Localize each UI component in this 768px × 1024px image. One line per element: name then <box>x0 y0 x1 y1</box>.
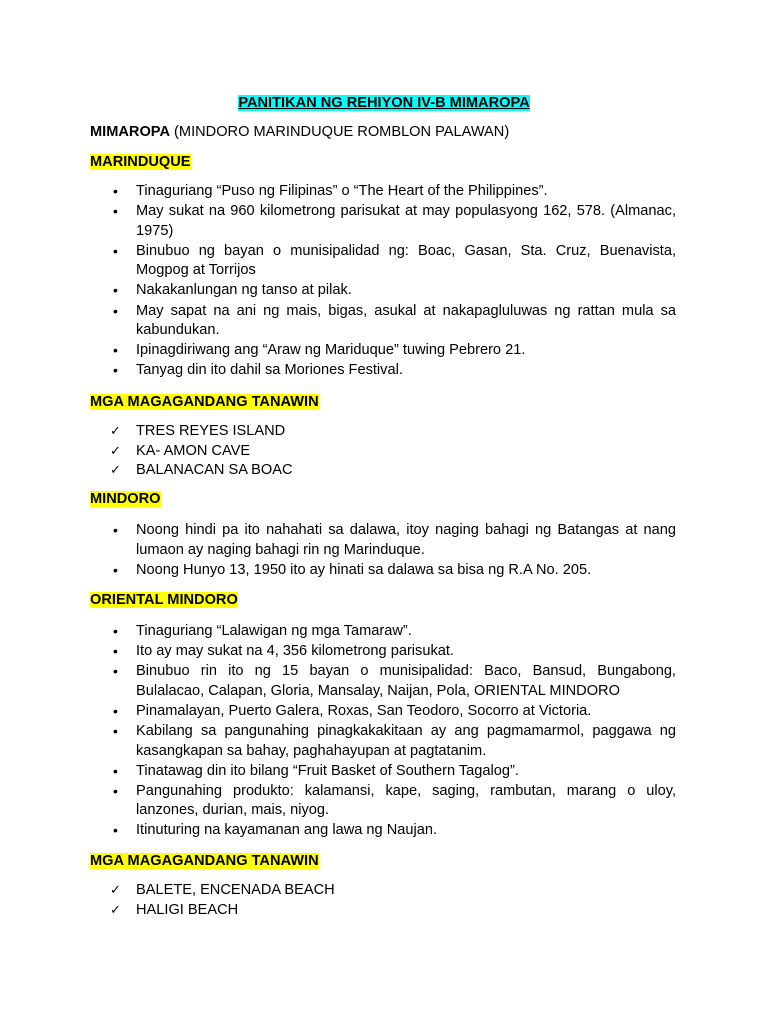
list-item-text: Ito ay may sukat na 4, 356 kilometrong parisukat. <box>136 643 454 660</box>
heading-tanawin-1-text: MGA MAGAGANDANG TANAWIN <box>90 394 319 410</box>
heading-mindoro-text: MINDORO <box>90 491 161 507</box>
list-item <box>0 901 768 920</box>
list-item-text: Itinuturing na kayamanan ang lawa ng Naujan. <box>136 822 437 839</box>
bullet-icon: • <box>113 183 118 199</box>
list-item <box>0 881 768 900</box>
list-item <box>0 662 768 701</box>
list-item-text: BALETE, ENCENADA BEACH <box>136 882 335 898</box>
bullet-icon: • <box>113 242 118 259</box>
list-item-text: Pinamalayan, Puerto Galera, Roxas, San Teodoro, Socorro at Victoria. <box>136 702 592 719</box>
bullet-icon: • <box>113 663 118 680</box>
heading-mindoro <box>90 490 161 509</box>
list-item <box>0 622 768 642</box>
list-item-text: Binubuo ng bayan o munisipalidad ng: Boac, Gasan, Sta. Cruz, Buenavista, Mogpog at Torrijos <box>136 242 676 279</box>
heading-tanawin-1 <box>90 393 319 412</box>
list-item-text: Ipinagdiriwang ang “Araw ng Mariduque” tuwing Pebrero 21. <box>136 342 526 359</box>
heading-oriental-mindoro-text: ORIENTAL MINDORO <box>90 592 238 608</box>
list-item-text: Tanyag din ito dahil sa Moriones Festival. <box>136 362 403 379</box>
intro-rest: (MINDORO MARINDUQUE ROMBLON PALAWAN) <box>170 124 510 140</box>
list-item-text: Tinaguriang “Puso ng Filipinas” o “The Heart of the Philippines”. <box>136 183 548 199</box>
checkmark-icon: ✓ <box>110 883 121 898</box>
list-item <box>0 561 768 581</box>
list-item <box>0 242 768 281</box>
tanawin-2-list <box>0 881 768 920</box>
list-item-text: Kabilang sa pangunahing pinagkakakitaan ay ang pagmamarmol, paggawa ng kasangkapan sa bahay, paghahayupan at pagtatanim. <box>136 722 676 759</box>
list-item <box>0 361 768 381</box>
list-item-text: Noong hindi pa ito nahahati sa dalawa, itoy naging bahagi ng Batangas at nang lumaon ay naging bahagi rin ng Marinduque. <box>136 522 676 558</box>
checkmark-icon: ✓ <box>110 443 121 459</box>
tanawin-1-list <box>0 422 768 481</box>
bullet-icon: • <box>113 702 118 719</box>
mindoro-list <box>0 521 768 581</box>
list-item <box>0 302 768 341</box>
bullet-icon: • <box>113 623 118 639</box>
list-item <box>0 442 768 461</box>
list-item-text: Tinatawag din ito bilang “Fruit Basket of Southern Tagalog”. <box>136 762 519 779</box>
list-item <box>0 642 768 662</box>
list-item <box>0 702 768 722</box>
list-item-text: May sukat na 960 kilometrong parisukat at may populasyong 162, 578. (Almanac, 1975) <box>136 203 676 239</box>
checkmark-icon: ✓ <box>110 424 121 439</box>
heading-marinduque <box>90 153 191 172</box>
heading-marinduque-text: MARINDUQUE <box>90 154 191 170</box>
list-item <box>0 341 768 361</box>
list-item-text: Nakakanlungan ng tanso at pilak. <box>136 282 352 299</box>
list-item <box>0 821 768 841</box>
bullet-icon: • <box>113 362 118 379</box>
bullet-icon: • <box>113 722 118 739</box>
heading-tanawin-2-text: MGA MAGAGANDANG TANAWIN <box>90 853 319 869</box>
list-item <box>0 422 768 441</box>
list-item-text: May sapat na ani ng mais, bigas, asukal at nakapagluluwas ng rattan mula sa kabundukan. <box>136 302 676 339</box>
bullet-icon: • <box>113 282 118 299</box>
list-item <box>0 521 768 560</box>
list-item <box>0 182 768 202</box>
list-item <box>0 281 768 301</box>
intro-line <box>90 123 509 142</box>
list-item-text: Noong Hunyo 13, 1950 ito ay hinati sa dalawa sa bisa ng R.A No. 205. <box>136 561 592 578</box>
intro-bold: MIMAROPA <box>90 124 170 140</box>
checkmark-icon: ✓ <box>110 902 121 918</box>
oriental-mindoro-list <box>0 622 768 842</box>
list-item-text: HALIGI BEACH <box>136 901 239 918</box>
heading-tanawin-2 <box>90 852 319 871</box>
document-title-container <box>0 94 768 112</box>
document-title: PANITIKAN NG REHIYON IV-B MIMAROPA <box>238 95 530 111</box>
bullet-icon: • <box>113 522 118 538</box>
bullet-icon: • <box>113 762 118 779</box>
heading-oriental-mindoro <box>90 591 238 610</box>
list-item-text: KA- AMON CAVE <box>136 442 251 459</box>
list-item-text: BALANACAN SA BOAC <box>136 462 293 478</box>
list-item-text: Pangunahing produkto: kalamansi, kape, saging, rambutan, marang o uloy, lanzones, durian, mais, niyog. <box>136 782 676 819</box>
list-item-text: Binubuo rin ito ng 15 bayan o munisipalidad: Baco, Bansud, Bungabong, Bulalacao, Calapan, Gloria, Mansalay, Naijan, Pola, ORIENTAL MINDORO <box>136 663 676 699</box>
checkmark-icon: ✓ <box>110 463 121 478</box>
list-item <box>0 722 768 761</box>
bullet-icon: • <box>113 643 118 660</box>
bullet-icon: • <box>113 342 118 359</box>
bullet-icon: • <box>113 561 118 578</box>
list-item <box>0 202 768 241</box>
list-item-text: TRES REYES ISLAND <box>136 423 286 439</box>
bullet-icon: • <box>113 302 118 319</box>
list-item <box>0 461 768 480</box>
marinduque-list <box>0 182 768 381</box>
bullet-icon: • <box>113 782 118 799</box>
list-item <box>0 782 768 821</box>
bullet-icon: • <box>113 203 118 220</box>
bullet-icon: • <box>113 822 118 839</box>
list-item <box>0 762 768 782</box>
list-item-text: Tinaguriang “Lalawigan ng mga Tamaraw”. <box>136 623 412 639</box>
